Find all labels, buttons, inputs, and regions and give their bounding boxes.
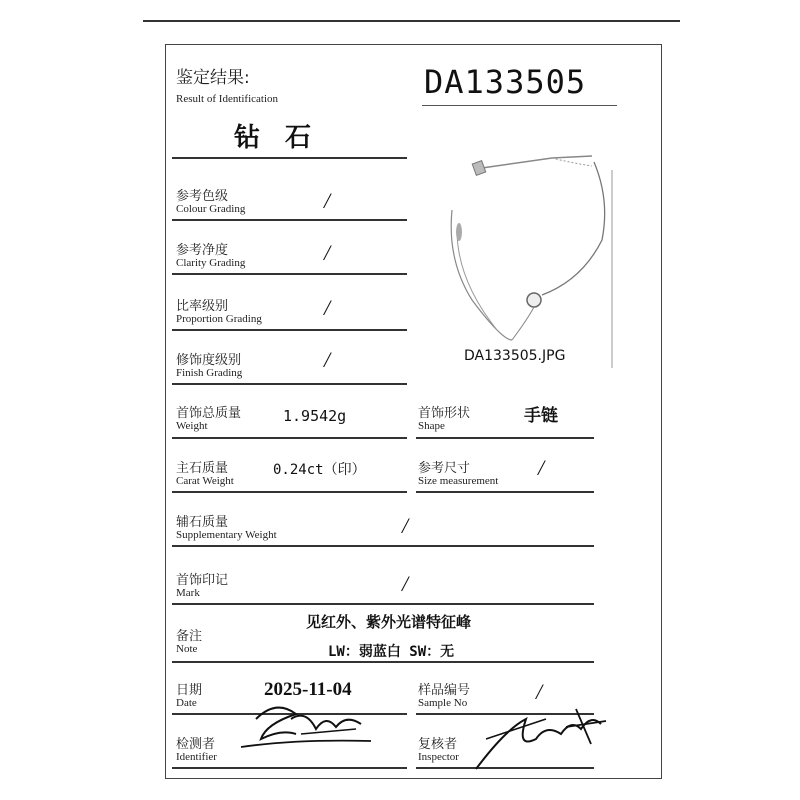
- top-rule: [143, 20, 680, 22]
- identifier-signature: [236, 699, 376, 759]
- weight-underline: [172, 437, 407, 439]
- size-value: /: [538, 455, 545, 480]
- clarity-value: /: [324, 240, 331, 265]
- supplementary-label-zh: 辅石质量: [176, 515, 229, 530]
- clarity-label-zh: 参考净度: [176, 243, 229, 258]
- certificate-card: [165, 44, 662, 779]
- sample-label-en: Sample No: [418, 697, 468, 709]
- shape-label-en: Shape: [418, 420, 445, 432]
- sample-label-zh: 样品编号: [418, 683, 471, 698]
- size-label-en: Size measurement: [418, 475, 499, 487]
- clarity-underline: [172, 273, 407, 275]
- result-underline: [172, 157, 407, 159]
- date-label-en: Date: [176, 697, 197, 709]
- inspector-label-en: Inspector: [418, 751, 459, 763]
- proportion-value: /: [324, 295, 331, 320]
- shape-underline: [416, 437, 594, 439]
- supplementary-value: /: [402, 513, 409, 538]
- size-label-zh: 参考尺寸: [418, 461, 471, 476]
- mark-label-en: Mark: [176, 587, 200, 599]
- note-underline: [172, 661, 594, 663]
- finish-label-en: Finish Grading: [176, 367, 243, 379]
- proportion-label-zh: 比率级别: [176, 299, 229, 314]
- carat-label-zh: 主石质量: [176, 461, 229, 476]
- weight-label-zh: 首饰总质量: [176, 406, 242, 421]
- note-label-en: Note: [176, 643, 198, 655]
- mark-value: /: [402, 571, 409, 596]
- weight-label-en: Weight: [176, 420, 208, 432]
- identifier-label-zh: 检测者: [176, 737, 216, 752]
- identifier-label-en: Identifier: [176, 751, 217, 763]
- result-title-en: Result of Identification: [176, 93, 279, 105]
- clarity-label-en: Clarity Grading: [176, 257, 246, 269]
- finish-label-zh: 修饰度级别: [176, 353, 242, 368]
- sample-value: /: [536, 679, 543, 704]
- mark-underline: [172, 603, 594, 605]
- carat-value: 0.24ct（印）: [273, 462, 366, 478]
- identification-result: 钻 石: [234, 123, 320, 153]
- photo-caption: DA133505.JPG: [464, 348, 566, 364]
- inspector-signature: [466, 699, 616, 774]
- note-line-1: 见红外、紫外光谱特征峰: [306, 613, 472, 631]
- weight-value: 1.9542g: [283, 407, 347, 425]
- result-title-zh: 鉴定结果:: [176, 68, 250, 88]
- proportion-label-en: Proportion Grading: [176, 313, 262, 325]
- note-line-2: LW：弱蓝白 SW：无: [328, 644, 455, 660]
- colour-value: /: [324, 188, 331, 213]
- supplementary-underline: [172, 545, 594, 547]
- size-underline: [416, 491, 594, 493]
- date-label-zh: 日期: [176, 683, 203, 698]
- finish-underline: [172, 383, 407, 385]
- bracelet-photo: [412, 140, 617, 370]
- colour-label-en: Colour Grading: [176, 203, 246, 215]
- proportion-underline: [172, 329, 407, 331]
- finish-value: /: [324, 347, 331, 372]
- colour-label-zh: 参考色级: [176, 189, 229, 204]
- mark-label-zh: 首饰印记: [176, 573, 229, 588]
- certificate-number: DA133505: [424, 63, 587, 101]
- supplementary-label-en: Supplementary Weight: [176, 529, 277, 541]
- carat-underline: [172, 491, 407, 493]
- cert-number-underline: [422, 105, 617, 106]
- colour-underline: [172, 219, 407, 221]
- identifier-underline: [172, 767, 407, 769]
- carat-label-en: Carat Weight: [176, 475, 234, 487]
- note-label-zh: 备注: [176, 629, 203, 644]
- inspector-label-zh: 复核者: [418, 737, 458, 752]
- shape-value: 手链: [524, 406, 558, 426]
- date-value: 2025-11-04: [264, 679, 352, 700]
- shape-label-zh: 首饰形状: [418, 406, 471, 421]
